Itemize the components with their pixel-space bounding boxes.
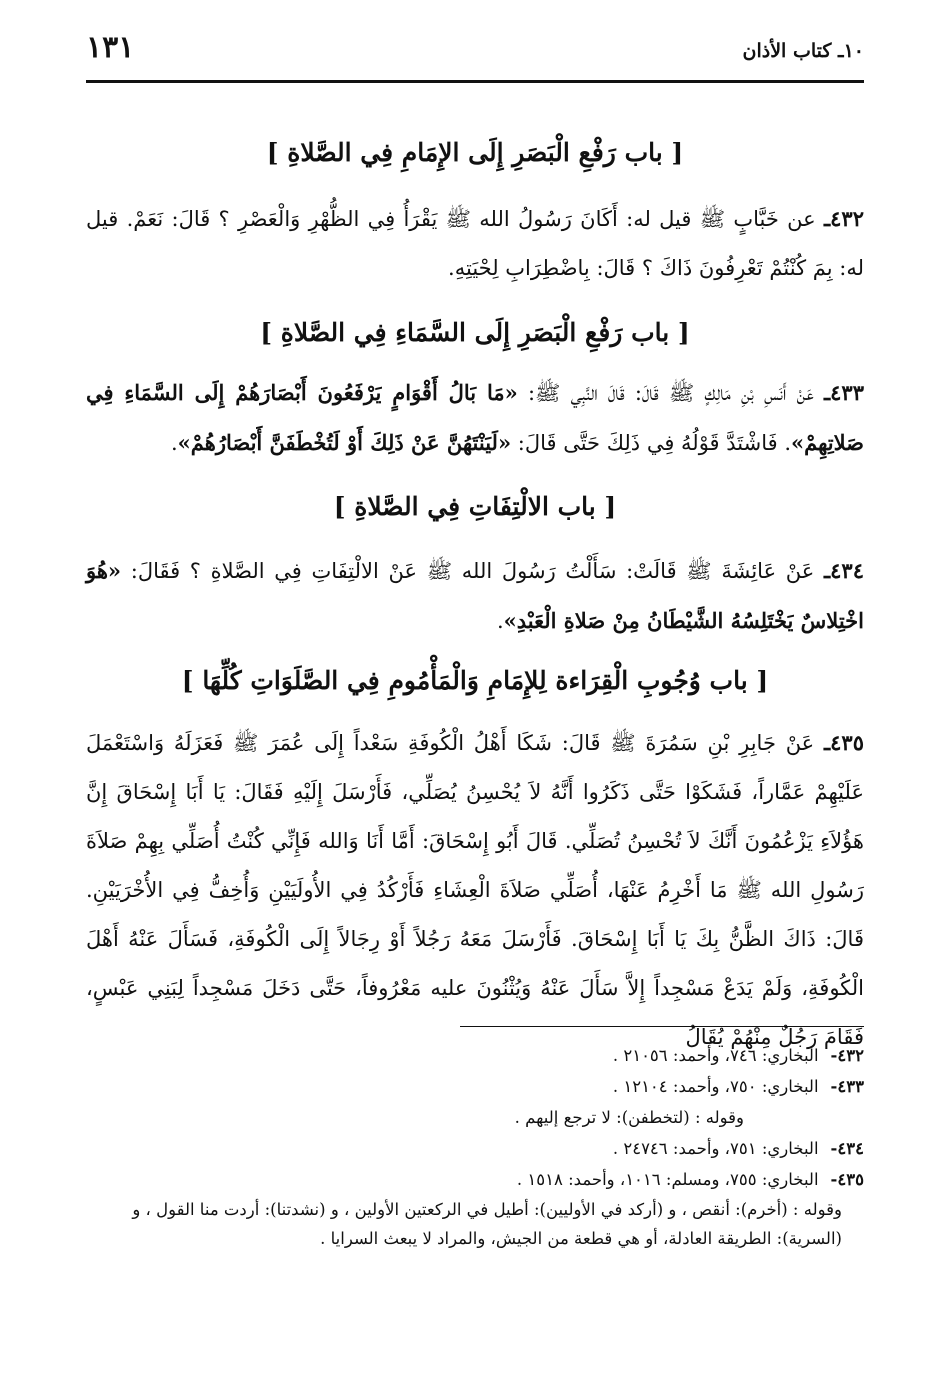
section-heading-433: [ باب رَفْعِ الْبَصَرِ إِلَى السَّمَاءِ فِي الصَّلاةِ ]	[260, 318, 690, 347]
hadith-text: .	[170, 431, 178, 455]
footnote-434	[86, 1133, 864, 1164]
hadith-433	[86, 368, 864, 468]
footnote-number: ٤٣٤-	[830, 1139, 864, 1158]
section-heading-435: [ باب وُجُوبِ الْقِرَاءة لِلإِمَامِ وَالْمَأْمُومِ فِي الصَّلَوَاتِ كُلِّهَا ]	[181, 666, 769, 695]
footnote-text: وقوله : (لتخطفن): لا ترجع إليهم .	[514, 1108, 744, 1127]
chapter-title: ١٠ـ كتاب الأذان	[742, 40, 864, 62]
footnote-433	[86, 1071, 864, 1102]
footnote-text: البخاري: ٧٥٥، ومسلم: ١٠١٦، وأحمد: ١٥١٨ .	[516, 1170, 819, 1189]
hadith-435	[86, 718, 864, 1062]
footnote-rule	[460, 1026, 864, 1027]
hadith-text: عَنْ عَائِشَةَ ﷺ قَالَتْ: سَأَلْتُ رَسُولَ الله ﷺ عَنْ الالْتِفَاتِ فِي الصَّلاةِ ؟ فَقَالَ:	[121, 559, 815, 583]
footnote-433-gloss	[86, 1102, 864, 1133]
footnote-435	[86, 1164, 864, 1195]
footnote-432	[86, 1040, 864, 1071]
hadith-text: . فَاشْتَدَّ قَوْلُهُ فِي ذَلِكَ حَتَّى قَالَ:	[511, 431, 791, 455]
hadith-text: عَنْ جَابِرِ بْنِ سَمُرَةَ ﷺ قَالَ: شَكَا أَهْلُ الْكُوفَةِ سَعْداً إِلَى عُمَرَ ﷺ فَعَزَلَهُ وَاسْتَعْمَلَ عَلَيْهِمْ عَمَّاراً، فَشَكَوْا حَتَّى ذَكَرُوا أَنَّهُ لاَ يُحْسِنُ يُصَلِّي، فَأَرْسَلَ إِلَيْهِ فَقَالَ: يَا أَبَا إِسْحَاقَ إِنَّ هَؤُلاَءِ يَزْعُمُونَ أَنَّكَ لاَ تُحْسِنُ تُصَلِّي. قَالَ أَبُو إِسْحَاقَ: أَمَّا أَنَا وَالله فَإِنِّي كُنْتُ أُصَلِّي بِهِمْ صَلاَةَ رَسُولِ الله ﷺ مَا أَخْرِمُ عَنْهَا، أُصَلِّي صَلاَةَ الْعِشَاءِ فَأَرْكُدُ فِي الأُولَيَيْنِ وَأُخِفُّ فِي الأُخْرَيَيْنِ. قَالَ: ذَاكَ الظَّنُّ بِكَ يَا أَبَا إِسْحَاقَ. فَأَرْسَلَ مَعَهُ رَجُلاً أَوْ رِجَالاً إِلَى الْكُوفَةِ، فَسَأَلَ عَنْهُ أَهْلَ الْكُوفَةِ، وَلَمْ يَدَعْ مَسْجِداً إِلاَّ سَأَلَ عَنْهُ وَيُثْنُونَ عليه مَعْرُوفاً، حَتَّى دَخَلَ مَسْجِداً لِبَنِي عَبْسٍ، فَقَامَ رَجُلٌ مِنْهُمْ يُقَالُ	[86, 731, 864, 1049]
section-heading-432: [ باب رَفْعِ الْبَصَرِ إِلَى الإِمَامِ فِي الصَّلاةِ ]	[266, 138, 684, 167]
prophetic-quote: «مَا بَالُ أَقْوَامٍ يَرْفَعُونَ أَبْصَارَهُمْ إِلَى السَّمَاءِ فِي صَلاتِهِمْ»	[86, 380, 864, 455]
footnote-text: البخاري: ٧٥١، وأحمد: ٢٤٧٤٦ .	[612, 1139, 819, 1158]
footnote-text: وقوله : (أخرم): أنقص ، و (أركد في الأوليين): أطيل في الركعتين الأولين ، و (نشدتنا): أردت منا القول ، و (السرية): الطريقة العادلة، أو هي قطعة من الجيش، والمراد لا يبعث السرايا .	[132, 1200, 842, 1248]
page-header	[86, 30, 864, 78]
hadith-434	[86, 546, 864, 646]
footnote-text: البخاري: ٧٤٦، وأحمد: ٢١٠٥٦ .	[612, 1046, 819, 1065]
header-rule	[86, 80, 864, 83]
hadith-number: ٤٣٣ـ	[823, 380, 864, 405]
prophetic-quote: «لَيَنْتَهُنَّ عَنْ ذَلِكَ أَوْ لَتُخْطَفَنَّ أَبْصَارُهُمْ»	[177, 430, 512, 455]
hadith-text: .	[496, 609, 504, 633]
footnote-number: ٤٣٢-	[830, 1046, 864, 1065]
hadith-number: ٤٣٥ـ	[824, 730, 864, 755]
hadith-number: ٤٣٢ـ	[824, 206, 864, 231]
hadith-text: عن خَبَّابٍ ﷺ قيل له: أَكَانَ رَسُولُ الله ﷺ يَقْرَأُ فِي الظُّهْرِ وَالْعَصْرِ ؟ قَالَ: نَعَمْ. قيل له: بِمَ كُنْتُمْ تَعْرِفُونَ ذَاكَ ؟ قَالَ: بِاضْطِرَابِ لِحْيَتِهِ.	[86, 207, 864, 280]
hadith-number: ٤٣٤ـ	[824, 558, 864, 583]
footnote-number: ٤٣٣-	[830, 1077, 864, 1096]
footnote-number: ٤٣٥-	[830, 1170, 864, 1189]
footnote-text: البخاري: ٧٥٠، وأحمد: ١٢١٠٤ .	[612, 1077, 819, 1096]
hadith-text: عَنْ أَنَسِ بْنِ مَالِكٍ ﷺ قَالَ: قَالَ النَّبِي ﷺ:	[517, 381, 814, 405]
prophetic-quote: «هُوَ اخْتِلاسٌ يَخْتَلِسُهُ الشَّيْطَانُ مِنْ صَلاةِ الْعَبْدِ»	[86, 558, 864, 633]
page-number: ١٣١	[86, 30, 135, 65]
section-heading-434: [ باب الالْتِفَاتِ فِي الصَّلاةِ ]	[333, 492, 617, 521]
footnote-435-gloss	[86, 1195, 864, 1253]
footnotes	[86, 1040, 864, 1253]
hadith-432	[86, 194, 864, 293]
